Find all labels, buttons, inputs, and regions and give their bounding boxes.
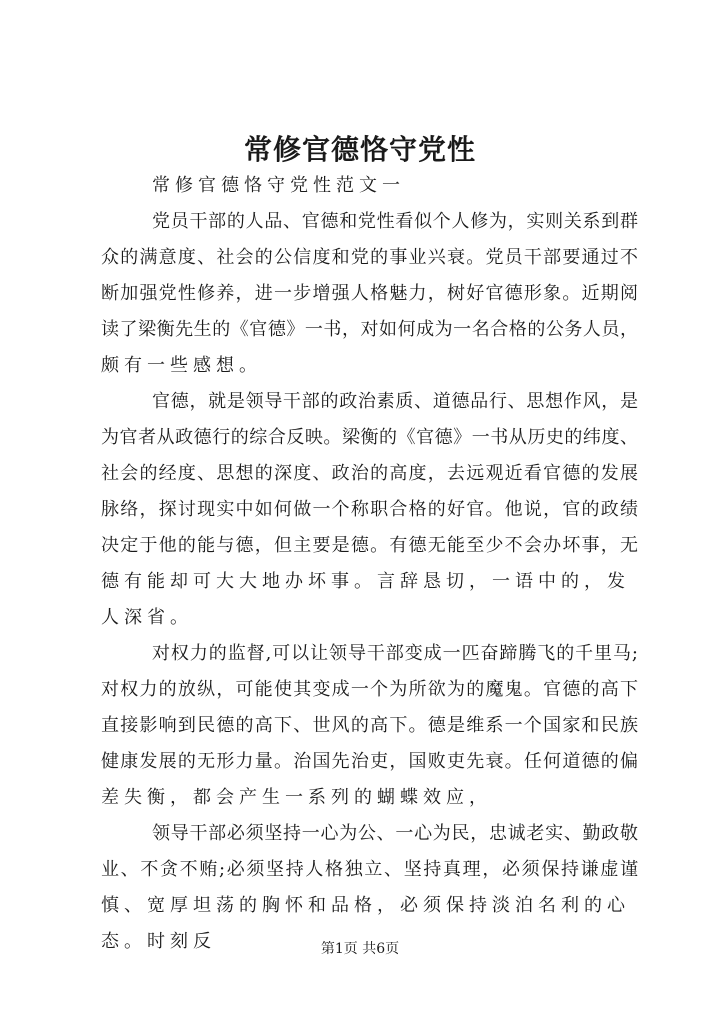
text-line: 常修官德恪守党性范文一 bbox=[152, 175, 405, 196]
document-body bbox=[101, 168, 638, 960]
text-line: 对权力的监督,可以让领导干部变成一匹奋蹄腾飞的千里马; bbox=[152, 643, 638, 664]
text-line: 健康发展的无形力量。治国先治吏，国败吏先衰。任何道德的偏 bbox=[101, 751, 638, 772]
text-line: 脉络，探讨现实中如何做一个称职合格的好官。他说，官的政绩 bbox=[101, 499, 638, 520]
document-title: 常修官德恪守党性 bbox=[243, 133, 476, 166]
text-line: 慎、宽厚坦荡的胸怀和品格，必须保持淡泊名利的心态。时刻反 bbox=[101, 895, 630, 952]
text-line: 众的满意度、社会的公信度和党的事业兴衰。党员干部要通过不 bbox=[101, 247, 638, 268]
page-footer: 第1页 共6页 bbox=[320, 941, 400, 957]
paragraph bbox=[101, 168, 638, 204]
paragraph bbox=[101, 204, 638, 384]
paragraph bbox=[101, 636, 638, 816]
text-line: 对权力的放纵，可能使其变成一个为所欲为的魔鬼。官德的高下 bbox=[101, 679, 638, 700]
text-line: 德有能却可大大地办坏事。言辞恳切，一语中的，发人深省。 bbox=[101, 571, 630, 628]
text-line: 断加强党性修养，进一步增强人格魅力，树好官德形象。近期阅 bbox=[101, 283, 638, 304]
text-line: 领导干部必须坚持一心为公、一心为民，忠诚老实、勤政敬 bbox=[152, 823, 638, 844]
text-line: 党员干部的人品、官德和党性看似个人修为，实则关系到群 bbox=[152, 211, 638, 232]
text-line: 直接影响到民德的高下、世风的高下。德是维系一个国家和民族 bbox=[101, 715, 638, 736]
text-line: 为官者从政德行的综合反映。梁衡的《官德》一书从历史的纬度、 bbox=[101, 427, 638, 448]
text-line: 决定于他的能与德，但主要是德。有德无能至少不会办坏事，无 bbox=[101, 535, 638, 556]
text-line: 差失衡，都会产生一系列的蝴蝶效应， bbox=[101, 787, 492, 808]
text-line: 社会的经度、思想的深度、政治的高度，去远观近看官德的发展 bbox=[101, 463, 638, 484]
text-line: 官德，就是领导干部的政治素质、道德品行、思想作风，是 bbox=[152, 391, 638, 412]
paragraph bbox=[101, 384, 638, 636]
text-line: 颇有一些感想。 bbox=[101, 355, 262, 376]
text-line: 业、不贪不贿;必须坚持人格独立、坚持真理，必须保持谦虚谨 bbox=[101, 859, 638, 880]
text-line: 读了梁衡先生的《官德》一书，对如何成为一名合格的公务人员， bbox=[101, 319, 638, 340]
